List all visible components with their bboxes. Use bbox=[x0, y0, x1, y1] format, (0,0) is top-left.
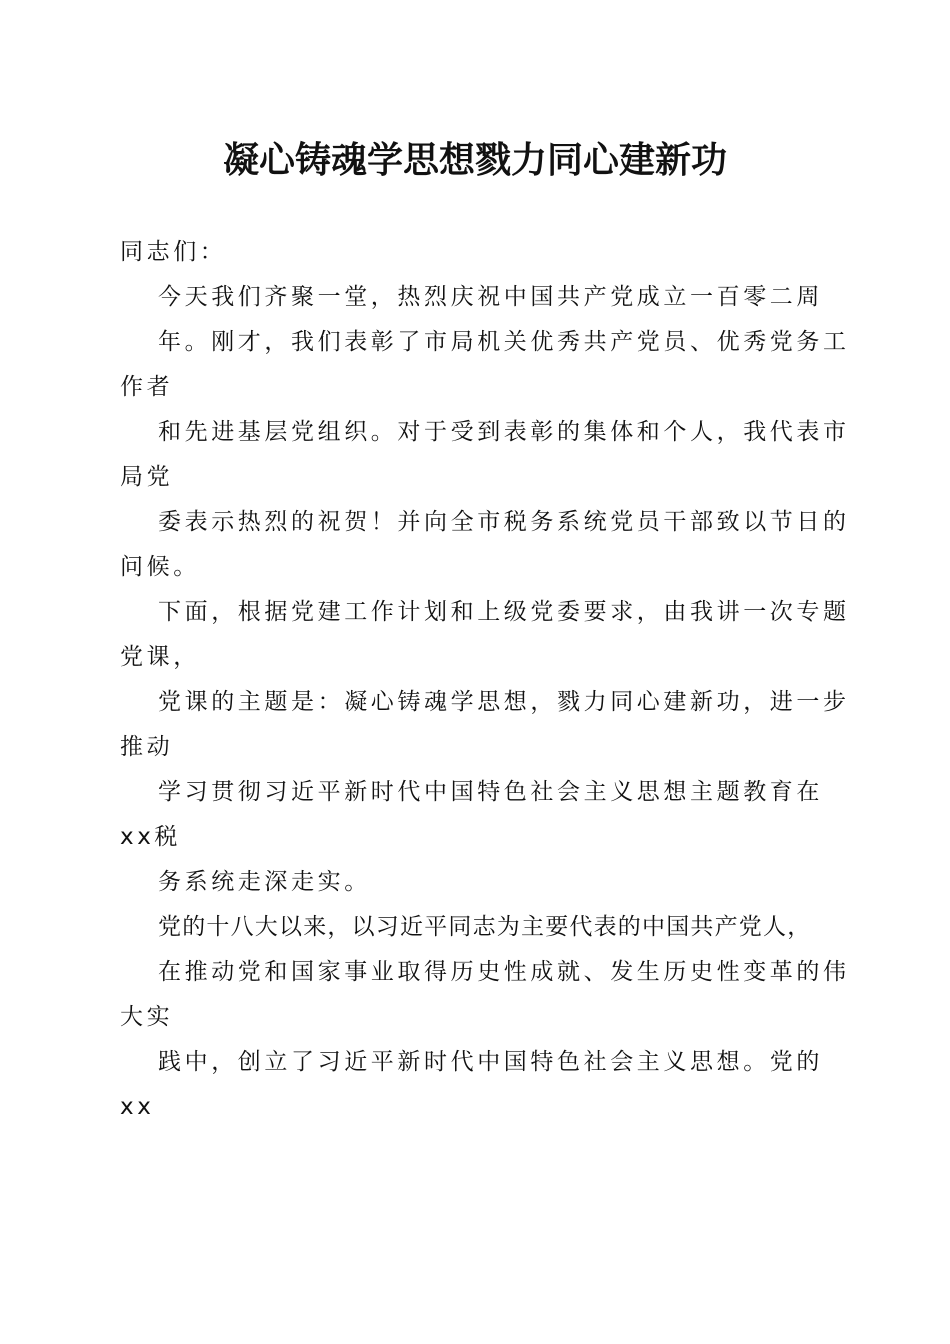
text-line: 学习贯彻习近平新时代中国特色社会主义思想主题教育在 bbox=[158, 779, 823, 805]
document-body bbox=[120, 230, 850, 1130]
salutation: 同志们： bbox=[120, 239, 227, 265]
text-line: xx bbox=[120, 1094, 155, 1120]
text-line: 推动 bbox=[120, 734, 174, 760]
text-line: 践中，创立了习近平新时代中国特色社会主义思想。党的 bbox=[158, 1049, 823, 1075]
text-line: 党课的主题是：凝心铸魂学思想，戮力同心建新功，进一步 bbox=[158, 689, 850, 715]
text-line: 大实 bbox=[120, 1004, 174, 1030]
text-line: 党课， bbox=[120, 644, 200, 670]
text-line: 年。刚才，我们表彰了市局机关优秀共产党员、优秀党务工 bbox=[158, 329, 850, 355]
text-line: 问候。 bbox=[120, 554, 200, 580]
text-line: 在推动党和国家事业取得历史性成就、发生历史性变革的伟 bbox=[158, 959, 850, 985]
document-title: 凝心铸魂学思想戮力同心建新功 bbox=[222, 139, 727, 181]
text-line: xx税 bbox=[120, 824, 182, 850]
text-line: 今天我们齐聚一堂，热烈庆祝中国共产党成立一百零二周 bbox=[158, 284, 823, 310]
text-line: 务系统走深走实。 bbox=[158, 869, 371, 895]
text-line: 局党 bbox=[120, 464, 174, 490]
text-line: 作者 bbox=[120, 374, 174, 400]
text-line: 和先进基层党组织。对于受到表彰的集体和个人，我代表市 bbox=[158, 419, 850, 445]
text-line: 委表示热烈的祝贺！并向全市税务系统党员干部致以节日的 bbox=[158, 509, 850, 535]
text-line: 党的十八大以来，以习近平同志为主要代表的中国共产党人， bbox=[158, 914, 812, 940]
text-line: 下面，根据党建工作计划和上级党委要求，由我讲一次专题 bbox=[158, 599, 850, 625]
